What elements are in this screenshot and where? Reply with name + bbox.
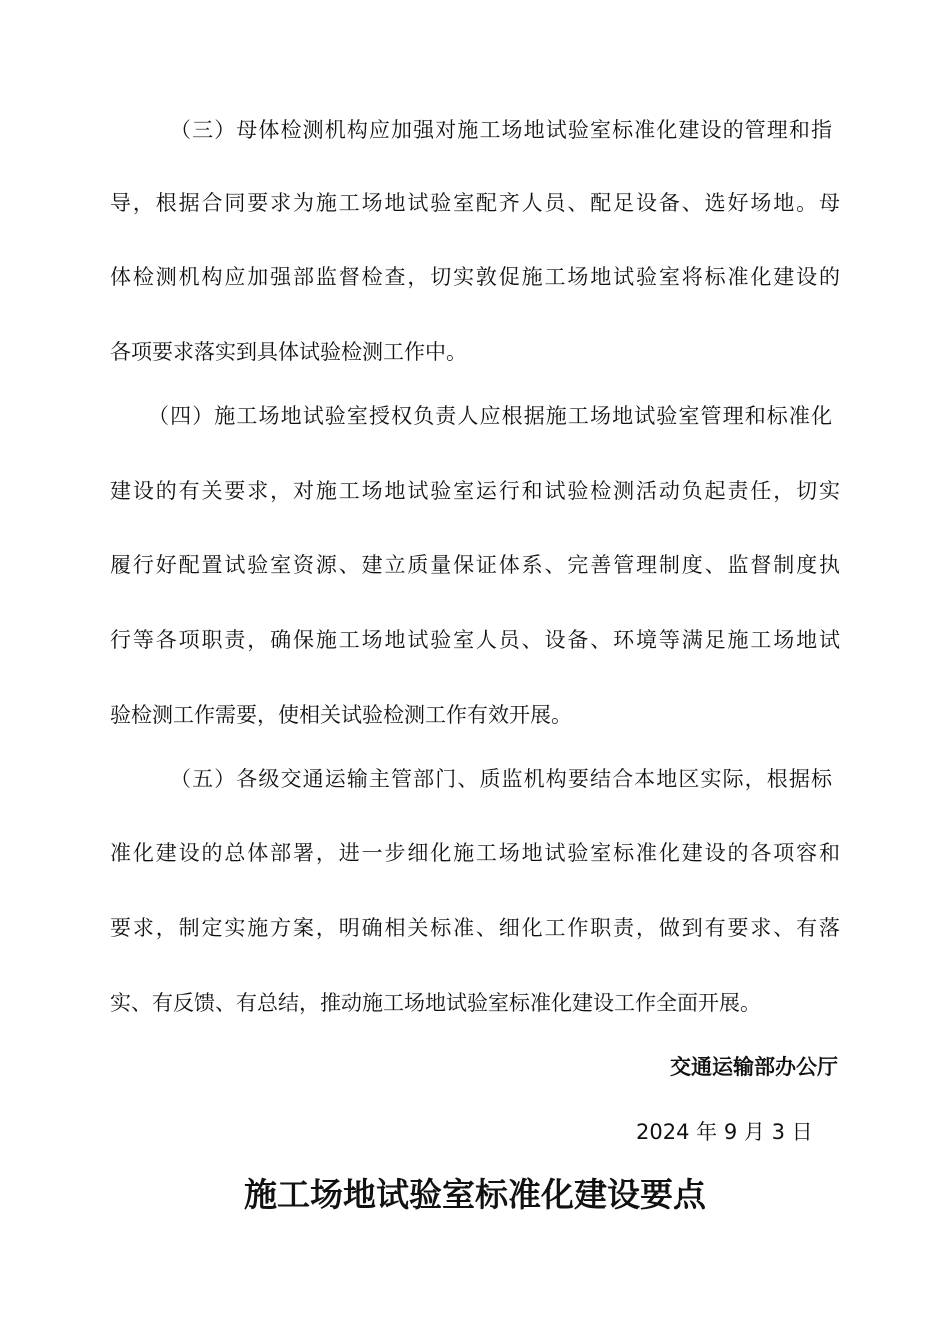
paragraph-3-line-3: 体检测机构应加强部监督检查，切实敦促施工场地试验室将标准化建设的 bbox=[110, 265, 840, 289]
date-day: 3 bbox=[771, 1120, 785, 1144]
issue-date bbox=[636, 1117, 813, 1147]
paragraph-4-line-5: 验检测工作需要，使相关试验检测工作有效开展。 bbox=[110, 703, 572, 727]
paragraph-5-line-3: 要求，制定实施方案，明确相关标准、细化工作职责，做到有要求、有落 bbox=[110, 916, 840, 940]
paragraph-4-line-4: 行等各项职责，确保施工场地试验室人员、设备、环境等满足施工场地试 bbox=[110, 628, 840, 652]
date-month-unit: 月 bbox=[743, 1120, 765, 1144]
section-title: 施工场地试验室标准化建设要点 bbox=[244, 1175, 706, 1214]
date-year: 2024 bbox=[636, 1120, 690, 1144]
paragraph-5-line-2: 准化建设的总体部署，进一步细化施工场地试验室标准化建设的各项容和 bbox=[110, 841, 840, 865]
paragraph-3-line-2: 导，根据合同要求为施工场地试验室配齐人员、配足设备、选好场地。母 bbox=[110, 191, 840, 215]
date-month: 9 bbox=[723, 1120, 738, 1144]
paragraph-4-line-3: 履行好配置试验室资源、建立质量保证体系、完善管理制度、监督制度执 bbox=[110, 553, 840, 577]
paragraph-5-line-4: 实、有反馈、有总结，推动施工场地试验室标准化建设工作全面开展。 bbox=[110, 991, 761, 1015]
paragraph-4-line-2: 建设的有关要求，对施工场地试验室运行和试验检测活动负起责任，切实 bbox=[110, 479, 840, 503]
date-year-unit: 年 bbox=[696, 1120, 718, 1144]
paragraph-4-line-1: （四）施工场地试验室授权负责人应根据施工场地试验室管理和标准化 bbox=[148, 404, 832, 428]
date-day-unit: 日 bbox=[791, 1120, 813, 1144]
paragraph-5-line-1: （五）各级交通运输主管部门、质监机构要结合本地区实际，根据标 bbox=[170, 767, 832, 791]
paragraph-3-line-1: （三）母体检测机构应加强对施工场地试验室标准化建设的管理和指 bbox=[170, 118, 832, 142]
issuer-signature: 交通运输部办公厅 bbox=[670, 1055, 838, 1079]
paragraph-3-line-4: 各项要求落实到具体试验检测工作中。 bbox=[110, 340, 467, 364]
